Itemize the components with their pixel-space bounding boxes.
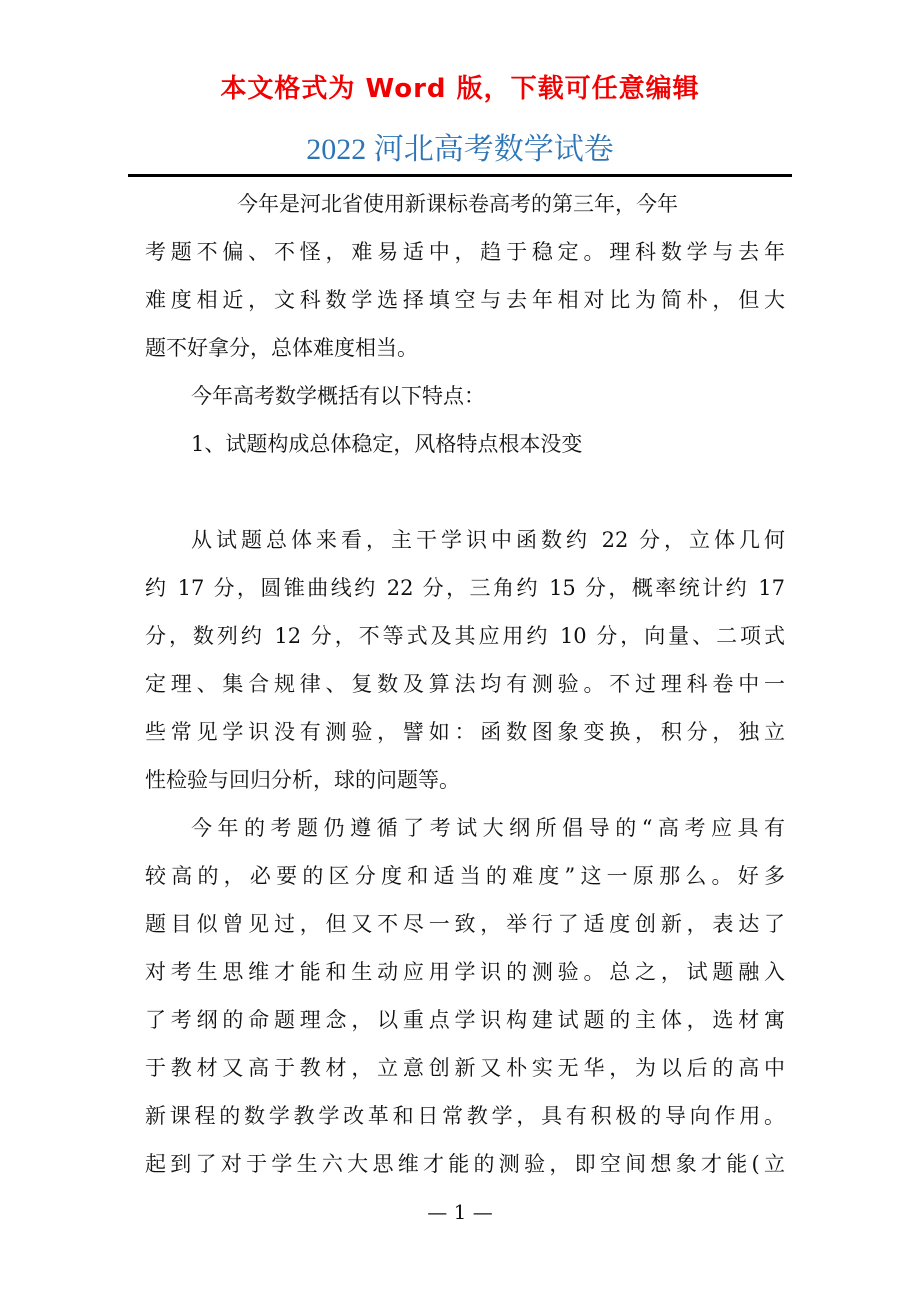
header-rule — [128, 174, 792, 177]
text-line: 较高的，必要的区分度和适当的难度”这一原那么。好多 — [145, 864, 785, 888]
paragraph-intro — [145, 180, 785, 372]
paragraph-features: 今年高考数学概括有以下特点： — [191, 384, 485, 408]
document-body — [145, 180, 785, 1188]
paragraph-distribution — [145, 516, 785, 804]
text-line: 难度相近，文科数学选择填空与去年相对比为简朴，但大 — [145, 288, 785, 312]
paragraph-summary — [145, 804, 785, 1188]
text-line: 了考纲的命题理念，以重点学识构建试题的主体，选材寓 — [145, 1008, 785, 1032]
text-line: 从试题总体来看，主干学识中函数约 22 分，立体几何 — [191, 528, 785, 552]
text-line: 些常见学识没有测验，譬如：函数图象变换，积分，独立 — [145, 720, 785, 744]
text-line: 性检验与回归分析，球的问题等。 — [145, 768, 460, 792]
page-number: — 1 — — [427, 1200, 493, 1224]
document-title: 2022 河北高考数学试卷 — [306, 133, 614, 166]
text-line: 题不好拿分，总体难度相当。 — [145, 336, 418, 360]
text-line: 今年是河北省使用新课标卷高考的第三年，今年 — [237, 192, 678, 216]
text-line: 新课程的数学教学改革和日常教学，具有积极的导向作用。 — [145, 1104, 785, 1128]
text-line: 定理、集合规律、复数及算法均有测验。不过理科卷中一 — [145, 672, 785, 696]
text-line: 考题不偏、不怪，难易适中，趋于稳定。理科数学与去年 — [145, 240, 785, 264]
section-heading-1: 1、试题构成总体稳定，风格特点根本没变 — [191, 432, 583, 456]
text-line: 于教材又高于教材，立意创新又朴实无华，为以后的高中 — [145, 1056, 785, 1080]
text-line: 对考生思维才能和生动应用学识的测验。总之，试题融入 — [145, 960, 785, 984]
text-line: 题目似曾见过，但又不尽一致，举行了适度创新，表达了 — [145, 912, 785, 936]
text-line: 约 17 分，圆锥曲线约 22 分，三角约 15 分，概率统计约 17 — [145, 576, 785, 600]
word-format-banner: 本文格式为 Word 版，下载可任意编辑 — [220, 74, 700, 104]
text-line: 起到了对于学生六大思维才能的测验，即空间想象才能(立 — [145, 1152, 785, 1176]
text-line: 今年的考题仍遵循了考试大纲所倡导的“高考应具有 — [191, 816, 785, 840]
text-line: 分，数列约 12 分，不等式及其应用约 10 分，向量、二项式 — [145, 624, 785, 648]
